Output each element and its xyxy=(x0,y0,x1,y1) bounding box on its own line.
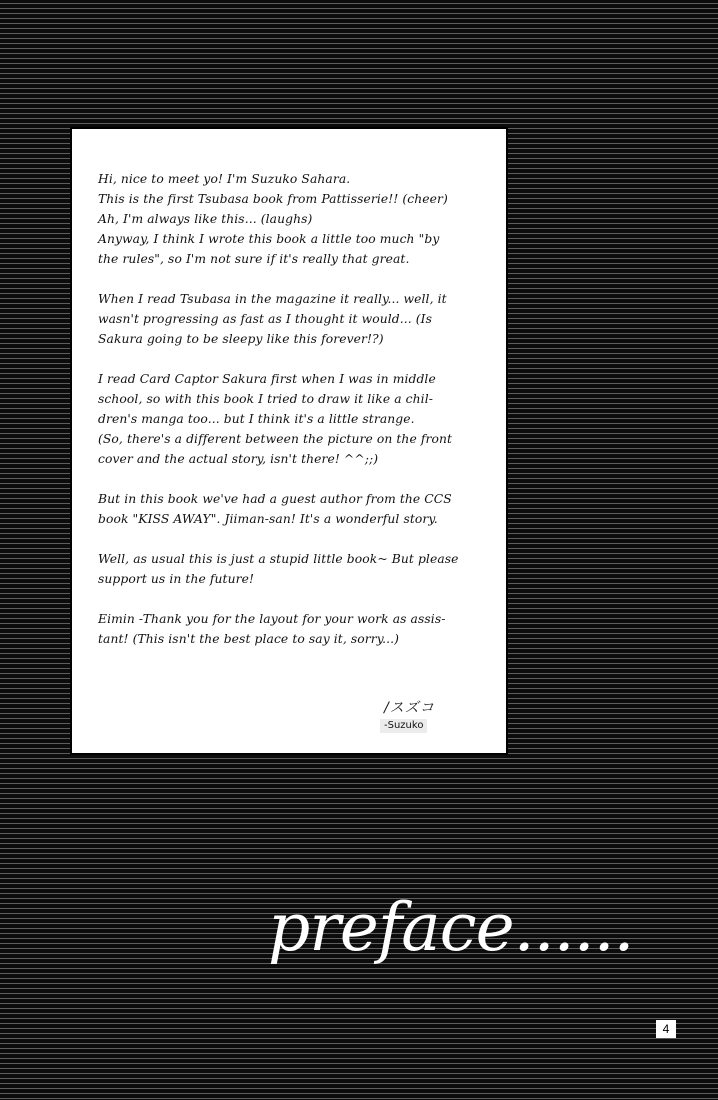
letter-line: support us in the future! xyxy=(98,572,254,586)
paragraph-magazine xyxy=(98,289,490,349)
signature xyxy=(380,697,460,737)
letter-line: school, so with this book I tried to draw it like a chil- xyxy=(98,392,433,406)
letter-line: dren's manga too... but I think it's a little strange. xyxy=(98,412,415,426)
letter-line: Eimin -Thank you for the layout for your work as assis- xyxy=(98,612,446,626)
letter-line: When I read Tsubasa in the magazine it really... well, it xyxy=(98,292,447,306)
letter-line: Sakura going to be sleepy like this forever!?) xyxy=(98,332,384,346)
letter-line: Anyway, I think I wrote this book a little too much "by xyxy=(98,232,440,246)
letter-line: cover and the actual story, isn't there! ^^;;) xyxy=(98,452,379,466)
letter-body xyxy=(98,169,490,669)
letter-line: the rules", so I'm not sure if it's really that great. xyxy=(98,252,410,266)
letter-line: Hi, nice to meet yo! I'm Suzuko Sahara. xyxy=(98,172,351,186)
letter-line: But in this book we've had a guest author from the CCS xyxy=(98,492,452,506)
letter-line: Ah, I'm always like this... (laughs) xyxy=(98,212,313,226)
signature-name: -Suzuko xyxy=(380,719,427,733)
paragraph-greeting xyxy=(98,169,490,269)
paragraph-thanks xyxy=(98,609,490,649)
paragraph-support xyxy=(98,549,490,589)
letter-line: wasn't progressing as fast as I thought it would... (Is xyxy=(98,312,433,326)
page-number: 4 xyxy=(656,1020,676,1038)
letter-line: I read Card Captor Sakura first when I was in middle xyxy=(98,372,436,386)
letter-line: This is the first Tsubasa book from Pattisserie!! (cheer) xyxy=(98,192,448,206)
paragraph-ccs xyxy=(98,369,490,469)
letter-line: book "KISS AWAY". Jiiman-san! It's a wonderful story. xyxy=(98,512,438,526)
preface-title: preface...... xyxy=(268,889,634,966)
letter-line: (So, there's a different between the picture on the front xyxy=(98,432,453,446)
paragraph-guest xyxy=(98,489,490,529)
letter-line: Well, as usual this is just a stupid little book~ But please xyxy=(98,552,459,566)
letter-line: tant! (This isn't the best place to say it, sorry...) xyxy=(98,632,400,646)
letter-card xyxy=(70,127,508,755)
signature-kana: /スズコ xyxy=(384,700,435,716)
